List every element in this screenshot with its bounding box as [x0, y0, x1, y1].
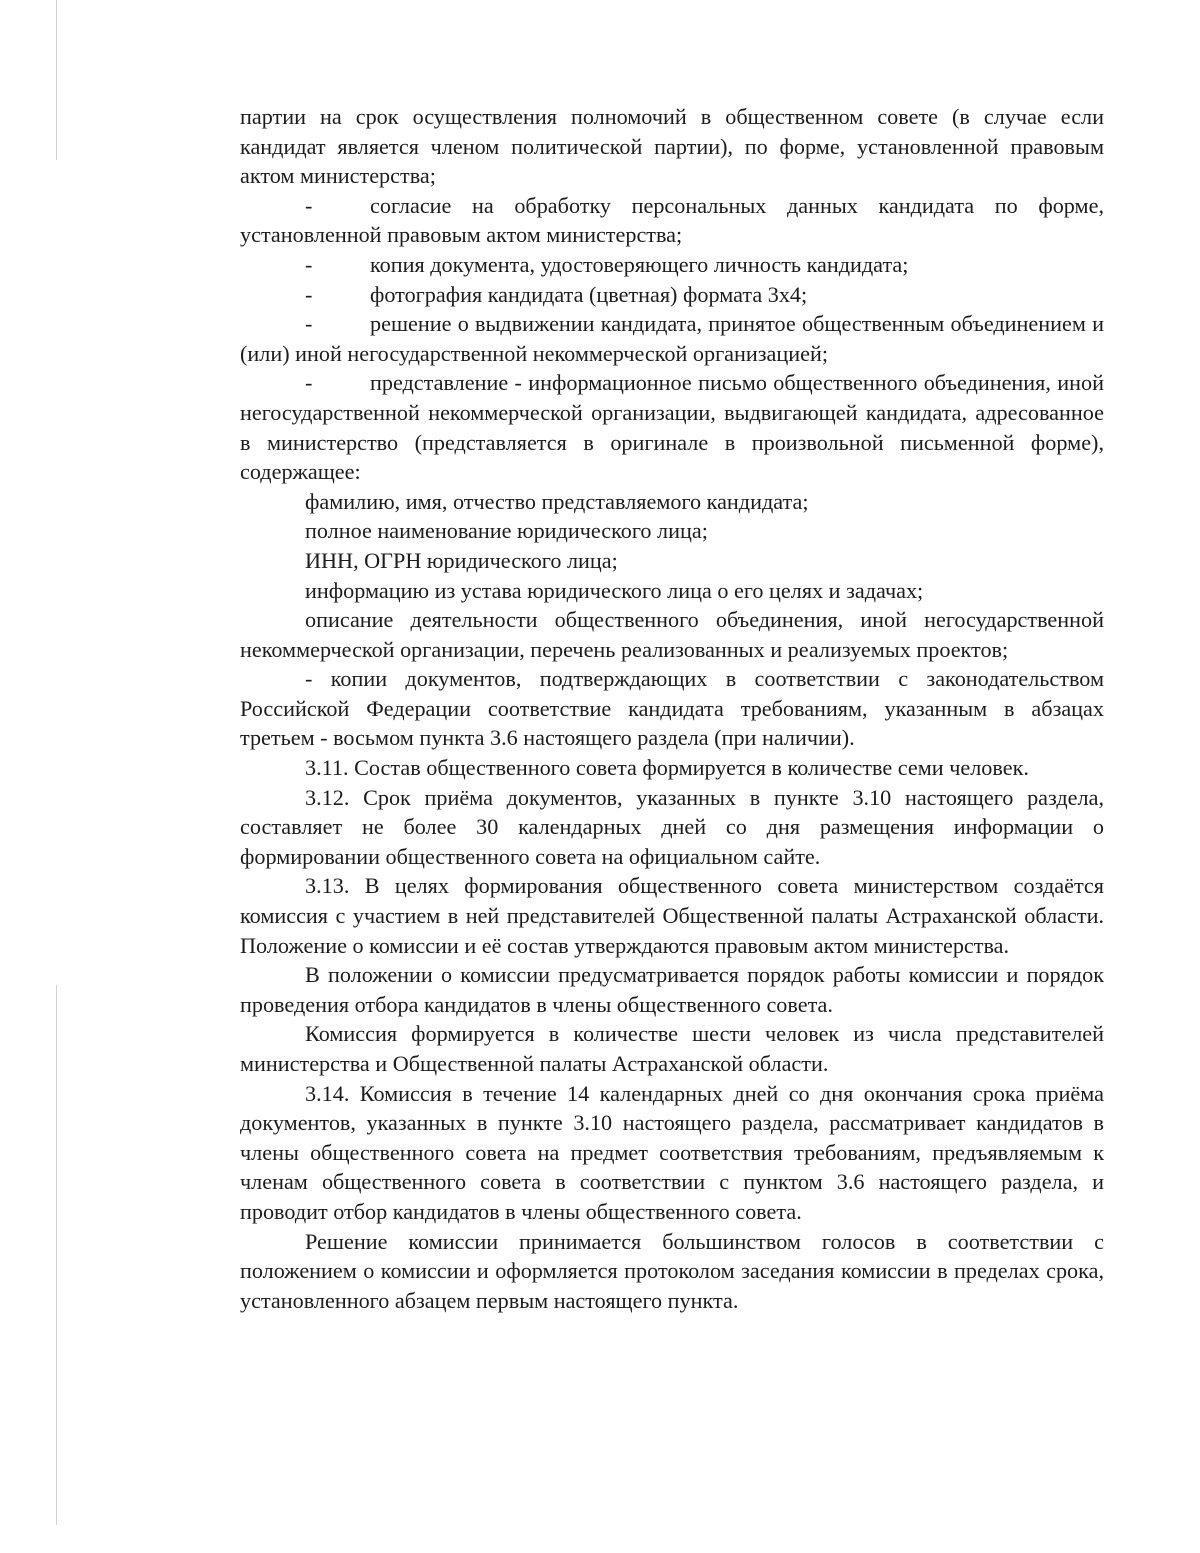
- paragraph: 3.12. Срок приёма документов, указанных в пункте 3.10 настоящего раздела, составляет не более 30 календарных дней со дня размещения информации о формировании общественного совета на официальном сайте.: [240, 784, 1104, 869]
- paragraph: - копии документов, подтверждающих в соответствии с законодательством Российской Федерации соответствие кандидата требованиям, указанным в абзацах третьем - восьмом пункта 3.6 настоящего раздела (при наличии).: [240, 666, 1104, 751]
- list-item-text: представление - информационное письмо общественного объединения, иной негосударственной некоммерческой организации, выдвигающей кандидата, адресованное в министерство (представляется в оригинале в произвольной письменной форме), содержащее:: [240, 370, 1104, 485]
- list-item-text: согласие на обработку персональных данных кандидата по форме, установленной правовым актом министерства;: [240, 192, 1104, 248]
- list-dash-marker: -: [305, 192, 313, 218]
- paragraph: В положении о комиссии предусматривается порядок работы комиссии и порядок проведения отбора кандидатов в члены общественного совета.: [240, 962, 1104, 1017]
- list-item: [240, 368, 1104, 486]
- list-dash-marker: -: [305, 251, 313, 277]
- scan-edge-line-bottom: [56, 985, 57, 1525]
- list-dash-marker: -: [305, 370, 313, 396]
- list-item: [240, 250, 1104, 280]
- list-item: [240, 280, 1104, 310]
- paragraph: ИНН, ОГРН юридического лица;: [305, 547, 618, 573]
- paragraph: 3.14. Комиссия в течение 14 календарных дней со дня окончания срока приёма документов, указанных в пункте 3.10 настоящего раздела, рассматривает кандидатов в члены общественного совета на предмет соответствия требованиям, предъявляемым к членам общественного совета в соответствии с пунктом 3.6 настоящего раздела, и проводит отбор кандидатов в члены общественного совета.: [240, 1080, 1104, 1224]
- list-item-text: решение о выдвижении кандидата, принятое общественным объединением и (или) иной негосударственной некоммерческой организацией;: [240, 311, 1104, 366]
- paragraph: Решение комиссии принимается большинством голосов в соответствии с положением о комиссии и оформляется протоколом заседания комиссии в пределах срока, установленного абзацем первым настоящего пункта.: [240, 1228, 1104, 1313]
- list-item-text: фотография кандидата (цветная) формата 3х4;: [370, 281, 808, 307]
- list-item-text: копия документа, удостоверяющего личность кандидата;: [370, 251, 909, 277]
- paragraph: полное наименование юридического лица;: [305, 518, 708, 544]
- list-dash-marker: -: [305, 311, 313, 337]
- paragraph: фамилию, имя, отчество представляемого кандидата;: [305, 488, 809, 514]
- paragraph: 3.13. В целях формирования общественного совета министерством создаётся комиссия с участием в ней представителей Общественной палаты Астраханской области. Положение о комиссии и её состав утверждаются правовым актом министерства.: [240, 873, 1104, 958]
- list-item: [240, 309, 1104, 368]
- paragraph: партии на срок осуществления полномочий в общественном совете (в случае если кандидат является членом политической партии), по форме, установленной правовым актом министерства;: [240, 104, 1104, 189]
- paragraph: 3.11. Состав общественного совета формируется в количестве семи человек.: [305, 755, 1029, 781]
- paragraph: описание деятельности общественного объединения, иной негосударственной некоммерческой организации, перечень реализованных и реализуемых проектов;: [240, 607, 1104, 662]
- list-dash-marker: -: [305, 281, 313, 307]
- scan-edge-line-top: [56, 0, 57, 160]
- document-body: [240, 102, 1104, 1315]
- paragraph: информацию из устава юридического лица о его целях и задачах;: [305, 577, 924, 603]
- paragraph: Комиссия формируется в количестве шести человек из числа представителей министерства и Общественной палаты Астраханской области.: [240, 1021, 1104, 1076]
- list-item: [240, 191, 1104, 250]
